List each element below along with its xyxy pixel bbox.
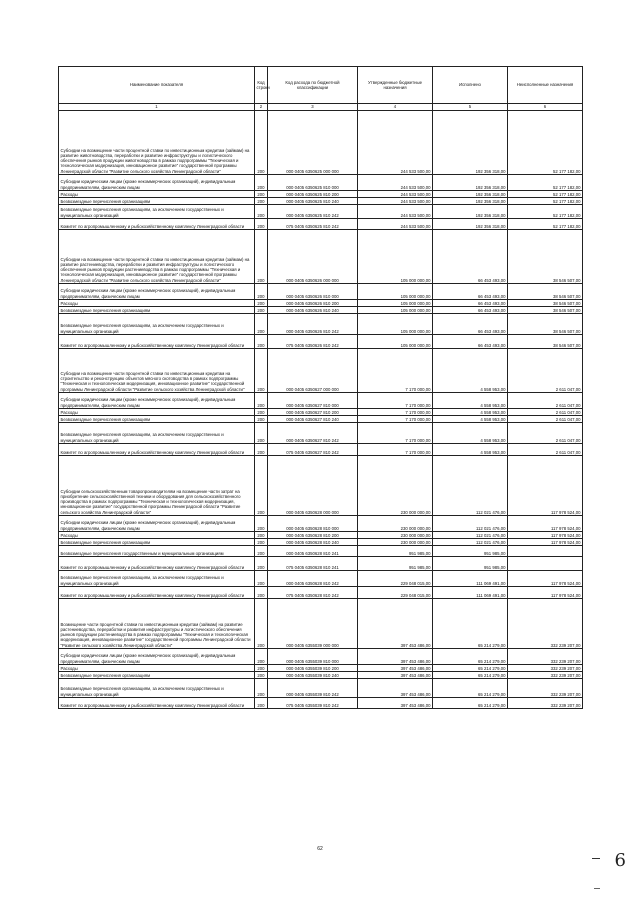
header-executed: Исполнено [433,67,508,104]
corner-sheet-mark: 6 [614,850,626,871]
margin-mark [594,888,600,889]
row-indicator-name: Комитет по агропромышленному и рыбохозяйственному комплексу Ленинградской области [59,557,255,571]
table-row [59,679,583,698]
row-unexecuted-amount: 117 978 524,00 [508,456,583,516]
row-indicator-name: Безвозмездные перечисления организациям, за исключением государственных и муниципальных организаций [59,314,255,335]
row-indicator-name: Комитет по агропромышленному и рыбохозяйственному комплексу Ленинградской области [59,587,255,599]
row-approved-amount: 951 985,00 [358,557,433,571]
row-unexecuted-amount: 117 978 524,00 [508,571,583,587]
row-indicator-name: Безвозмездные перечисления организациям, за исключением государственных и муниципальных организаций [59,571,255,587]
row-budget-code: 000 0405 6355039 000 000 [268,599,358,649]
row-line-code: 200 [255,444,268,456]
row-line-code: 200 [255,571,268,587]
row-executed-amount: 66 453 493,00 [433,284,508,300]
row-approved-amount: 244 533 500,00 [358,111,433,175]
row-indicator-name: Расходы [59,665,255,672]
row-approved-amount: 7 170 000,00 [358,444,433,456]
row-executed-amount: 66 453 493,00 [433,335,508,349]
row-unexecuted-amount: 38 546 507,00 [508,300,583,307]
row-budget-code: 075 0405 6350628 810 241 [268,557,358,571]
row-line-code: 200 [255,649,268,665]
row-indicator-name: Субсидии на возмещение части процентной ставки по инвестиционным кредитам (займам) на развитие растениеводства, переработки и развития инфраструктуры и логистического обеспечения рынков продукции растениеводства в рамках подпрограммы "Техническая и технологическая модернизация, инновационное развитие" государственной программы Ленинградской области "Развитие сельского хозяйства Ленинградской области" [59,230,255,284]
column-number: 1 [59,104,255,111]
row-unexecuted-amount: 2 611 047,00 [508,393,583,409]
row-approved-amount: 397 453 486,00 [358,649,433,665]
row-budget-code: 000 0405 6350626 810 000 [268,284,358,300]
row-indicator-name: Субсидии юридическим лицам (кроме некоммерческих организаций), индивидуальным предпринимателям, физическим лицам [59,516,255,532]
row-executed-amount: 4 558 953,00 [433,423,508,444]
row-budget-code: 000 0405 6350628 810 240 [268,539,358,546]
row-budget-code: 075 0405 6350625 810 242 [268,219,358,230]
row-budget-code: 000 0405 6355039 810 200 [268,665,358,672]
row-budget-code: 000 0405 6350628 810 241 [268,546,358,557]
row-budget-code: 000 0405 6355039 810 000 [268,649,358,665]
row-indicator-name: Субсидии на возмещение части процентной ставки по инвестиционным кредитам (займам) на развитие животноводства, переработки и развитие инфраструктуры и логистического обеспечения рынков продукции животноводства в рамках подпрограммы "Техническая и технологическая модернизация, инновационное развитие" государственной программы Ленинградской области "Развитие сельского хозяйства Ленинградской области" [59,111,255,175]
row-executed-amount: 4 558 953,00 [433,444,508,456]
row-executed-amount: 4 558 953,00 [433,416,508,423]
row-unexecuted-amount: 38 546 507,00 [508,335,583,349]
row-line-code: 200 [255,219,268,230]
column-number: 2 [255,104,268,111]
row-line-code: 200 [255,416,268,423]
row-line-code: 200 [255,557,268,571]
row-approved-amount: 397 453 486,00 [358,698,433,709]
row-unexecuted-amount: 2 611 047,00 [508,444,583,456]
row-line-code: 200 [255,409,268,416]
row-executed-amount: 111 069 491,00 [433,571,508,587]
row-approved-amount: 230 000 000,00 [358,539,433,546]
row-unexecuted-amount [508,557,583,571]
table-header-row [59,67,583,104]
table-row [59,456,583,516]
header-approved-appropriations: Утвержденные бюджетные назначения [358,67,433,104]
row-budget-code: 000 0405 6350628 810 000 [268,516,358,532]
column-number: 5 [433,104,508,111]
column-number: 3 [268,104,358,111]
row-budget-code: 075 0405 6355039 810 242 [268,698,358,709]
margin-mark [592,858,600,859]
row-executed-amount: 112 021 476,00 [433,539,508,546]
row-executed-amount: 192 356 318,00 [433,111,508,175]
row-executed-amount: 951 985,00 [433,546,508,557]
row-unexecuted-amount: 52 177 182,00 [508,205,583,219]
table-row [59,672,583,679]
table-row [59,546,583,557]
row-executed-amount: 66 453 493,00 [433,300,508,307]
table-row [59,284,583,300]
row-unexecuted-amount: 332 239 207,00 [508,649,583,665]
row-unexecuted-amount: 52 177 182,00 [508,111,583,175]
table-row [59,393,583,409]
row-line-code: 200 [255,532,268,539]
row-line-code: 200 [255,191,268,198]
table-row [59,300,583,307]
row-unexecuted-amount: 52 177 182,00 [508,191,583,198]
row-approved-amount: 7 170 000,00 [358,393,433,409]
row-line-code: 200 [255,539,268,546]
row-executed-amount: 4 558 953,00 [433,393,508,409]
table-row [59,532,583,539]
row-budget-code: 000 0405 6350626 810 240 [268,307,358,314]
row-indicator-name: Безвозмездные перечисления организациям [59,539,255,546]
page-number: 62 [317,846,323,852]
row-approved-amount: 244 533 500,00 [358,191,433,198]
report-sheet [58,66,582,709]
row-unexecuted-amount: 52 177 182,00 [508,219,583,230]
row-line-code: 200 [255,516,268,532]
row-line-code: 200 [255,672,268,679]
row-approved-amount: 397 453 486,00 [358,679,433,698]
table-row [59,205,583,219]
row-budget-code: 000 0405 6350625 810 242 [268,205,358,219]
row-approved-amount: 244 533 500,00 [358,175,433,191]
row-executed-amount: 65 214 279,00 [433,698,508,709]
row-line-code: 200 [255,284,268,300]
table-row [59,230,583,284]
row-unexecuted-amount [508,546,583,557]
row-line-code: 200 [255,546,268,557]
row-unexecuted-amount: 2 611 047,00 [508,416,583,423]
row-executed-amount: 112 021 476,00 [433,532,508,539]
row-budget-code: 000 0405 6350626 000 000 [268,230,358,284]
row-executed-amount: 4 558 953,00 [433,409,508,416]
row-unexecuted-amount: 38 546 507,00 [508,314,583,335]
header-line-code: Код строки [255,67,268,104]
row-indicator-name: Безвозмездные перечисления организациям [59,672,255,679]
row-unexecuted-amount: 52 177 182,00 [508,198,583,205]
table-row [59,587,583,599]
row-approved-amount: 230 000 000,00 [358,532,433,539]
row-executed-amount: 112 021 476,00 [433,456,508,516]
row-approved-amount: 397 453 486,00 [358,599,433,649]
row-indicator-name: Субсидии юридическим лицам (кроме некоммерческих организаций), индивидуальным предпринимателям, физическим лицам [59,175,255,191]
table-row [59,444,583,456]
table-row [59,198,583,205]
column-number: 6 [508,104,583,111]
row-indicator-name: Расходы [59,300,255,307]
row-line-code: 200 [255,679,268,698]
row-unexecuted-amount: 332 239 207,00 [508,665,583,672]
row-approved-amount: 951 985,00 [358,546,433,557]
row-approved-amount: 229 048 015,00 [358,571,433,587]
table-row [59,571,583,587]
row-approved-amount: 230 000 000,00 [358,456,433,516]
row-executed-amount: 192 356 318,00 [433,175,508,191]
table-row [59,539,583,546]
row-line-code: 200 [255,307,268,314]
row-unexecuted-amount: 332 239 207,00 [508,599,583,649]
row-budget-code: 000 0405 6350627 000 000 [268,349,358,393]
table-row [59,314,583,335]
row-executed-amount: 4 558 953,00 [433,349,508,393]
row-executed-amount: 65 214 279,00 [433,672,508,679]
row-approved-amount: 397 453 486,00 [358,672,433,679]
table-row [59,599,583,649]
header-budget-classification-code: Код расхода по бюджетной классификации [268,67,358,104]
table-row [59,191,583,198]
table-row [59,665,583,672]
row-approved-amount: 7 170 000,00 [358,349,433,393]
row-executed-amount: 192 356 318,00 [433,198,508,205]
row-budget-code: 000 0405 6350627 810 000 [268,393,358,409]
row-executed-amount: 66 453 493,00 [433,230,508,284]
row-approved-amount: 7 170 000,00 [358,409,433,416]
row-line-code: 200 [255,314,268,335]
row-executed-amount: 192 356 318,00 [433,205,508,219]
row-executed-amount: 112 021 476,00 [433,516,508,532]
row-executed-amount: 192 356 318,00 [433,191,508,198]
row-line-code: 200 [255,456,268,516]
row-line-code: 200 [255,111,268,175]
row-unexecuted-amount: 2 611 047,00 [508,423,583,444]
row-line-code: 200 [255,698,268,709]
row-indicator-name: Субсидии сельскохозяйственным товаропроизводителям на возмещение части затрат на приобретение сельскохозяйственной техники и оборудования для сельскохозяйственного производства в рамках подпрограммы "Техническая и технологическая модернизация, инновационное развитие" государственной программы Ленинградской области "Развитие сельского хозяйства Ленинградской области" [59,456,255,516]
row-indicator-name: Субсидии юридическим лицам (кроме некоммерческих организаций), индивидуальным предпринимателям, физическим лицам [59,284,255,300]
row-indicator-name: Безвозмездные перечисления организациям [59,198,255,205]
row-approved-amount: 244 533 500,00 [358,198,433,205]
row-approved-amount: 105 000 000,00 [358,230,433,284]
row-unexecuted-amount: 117 978 524,00 [508,539,583,546]
row-unexecuted-amount: 52 177 182,00 [508,175,583,191]
row-budget-code: 075 0405 6350626 810 242 [268,335,358,349]
row-budget-code: 000 0405 6350628 810 200 [268,532,358,539]
column-number: 4 [358,104,433,111]
row-unexecuted-amount: 117 978 524,00 [508,516,583,532]
row-indicator-name: Безвозмездные перечисления организациям, за исключением государственных и муниципальных организаций [59,679,255,698]
row-budget-code: 075 0405 6350628 810 242 [268,587,358,599]
row-line-code: 200 [255,335,268,349]
row-line-code: 200 [255,599,268,649]
row-indicator-name: Субсидии юридическим лицам (кроме некоммерческих организаций), индивидуальным предпринимателям, физическим лицам [59,649,255,665]
row-indicator-name: Комитет по агропромышленному и рыбохозяйственному комплексу Ленинградской области [59,335,255,349]
row-line-code: 200 [255,665,268,672]
table-row [59,649,583,665]
row-executed-amount: 192 356 318,00 [433,219,508,230]
row-executed-amount: 65 214 279,00 [433,649,508,665]
row-budget-code: 000 0405 6350625 000 000 [268,111,358,175]
row-unexecuted-amount: 117 978 524,00 [508,532,583,539]
table-row [59,557,583,571]
table-row [59,219,583,230]
row-line-code: 200 [255,230,268,284]
row-unexecuted-amount: 38 546 507,00 [508,284,583,300]
row-budget-code: 000 0405 6350625 810 240 [268,198,358,205]
row-executed-amount: 66 453 493,00 [433,314,508,335]
row-budget-code: 000 0405 6350626 810 200 [268,300,358,307]
row-executed-amount: 65 214 279,00 [433,665,508,672]
row-approved-amount: 7 170 000,00 [358,423,433,444]
row-indicator-name: Комитет по агропромышленному и рыбохозяйственному комплексу Ленинградской области [59,698,255,709]
row-unexecuted-amount: 332 239 207,00 [508,679,583,698]
row-budget-code: 075 0405 6350627 810 242 [268,444,358,456]
row-line-code: 200 [255,423,268,444]
row-indicator-name: Безвозмездные перечисления организациям, за исключением государственных и муниципальных организаций [59,423,255,444]
row-approved-amount: 105 000 000,00 [358,307,433,314]
row-executed-amount: 65 214 279,00 [433,599,508,649]
row-line-code: 200 [255,349,268,393]
row-executed-amount: 111 069 491,00 [433,587,508,599]
row-indicator-name: Субсидии на возмещение части процентной ставки по инвестиционным кредитам на строительство и реконструкцию объектов мясного скотоводства в рамках подпрограммы "Техническая и технологическая модернизация, инновационное развитие" государственной программы Ленинградской области "Развитие сельского хозяйства Ленинградской области" [59,349,255,393]
row-indicator-name: Возмещение части процентной ставки по инвестиционным кредитам (займам) на развитие растениеводства, переработки и развития инфраструктуры и логистического обеспечения рынков продукции растениеводства в рамках подпрограммы "Техническая и технологическая модернизация, инновационное развитие" государственной программы Ленинградской области "Развитие сельского хозяйства Ленинградской области" [59,599,255,649]
header-unexecuted-appropriations: Неисполненные назначения [508,67,583,104]
row-approved-amount: 105 000 000,00 [358,314,433,335]
row-unexecuted-amount: 2 611 047,00 [508,349,583,393]
row-executed-amount: 66 453 493,00 [433,307,508,314]
row-budget-code: 000 0405 6350625 810 200 [268,191,358,198]
row-unexecuted-amount: 332 239 207,00 [508,698,583,709]
table-row [59,307,583,314]
row-indicator-name: Безвозмездные перечисления организациям, за исключением государственных и муниципальных организаций [59,205,255,219]
row-executed-amount: 951 985,00 [433,557,508,571]
row-indicator-name: Безвозмездные перечисления государственным и муниципальным организациям [59,546,255,557]
budget-execution-table [58,66,583,709]
row-budget-code: 000 0405 6350627 810 242 [268,423,358,444]
row-approved-amount: 244 533 500,00 [358,205,433,219]
row-line-code: 200 [255,175,268,191]
row-indicator-name: Безвозмездные перечисления организациям [59,307,255,314]
table-row [59,349,583,393]
row-budget-code: 000 0405 6355039 810 240 [268,672,358,679]
table-row [59,409,583,416]
row-unexecuted-amount: 332 239 207,00 [508,672,583,679]
row-line-code: 200 [255,587,268,599]
row-line-code: 200 [255,205,268,219]
row-budget-code: 000 0405 6350627 810 240 [268,416,358,423]
row-approved-amount: 7 170 000,00 [358,416,433,423]
row-approved-amount: 244 533 500,00 [358,219,433,230]
row-indicator-name: Комитет по агропромышленному и рыбохозяйственному комплексу Ленинградской области [59,444,255,456]
row-indicator-name: Безвозмездные перечисления организациям [59,416,255,423]
row-budget-code: 000 0405 6350627 810 200 [268,409,358,416]
table-row [59,175,583,191]
row-approved-amount: 229 048 015,00 [358,587,433,599]
row-unexecuted-amount: 117 978 524,00 [508,587,583,599]
table-row [59,416,583,423]
row-approved-amount: 105 000 000,00 [358,335,433,349]
row-indicator-name: Комитет по агропромышленному и рыбохозяйственному комплексу Ленинградской области [59,219,255,230]
row-unexecuted-amount: 38 546 507,00 [508,230,583,284]
row-approved-amount: 397 453 486,00 [358,665,433,672]
row-budget-code: 000 0405 6350628 810 242 [268,571,358,587]
row-indicator-name: Расходы [59,191,255,198]
row-budget-code: 000 0405 6350628 000 000 [268,456,358,516]
table-row [59,423,583,444]
row-executed-amount: 65 214 279,00 [433,679,508,698]
row-unexecuted-amount: 2 611 047,00 [508,409,583,416]
table-row [59,111,583,175]
row-line-code: 200 [255,300,268,307]
row-indicator-name: Расходы [59,409,255,416]
table-row [59,335,583,349]
table-row [59,516,583,532]
row-line-code: 200 [255,393,268,409]
header-indicator-name: Наименование показателя [59,67,255,104]
row-line-code: 200 [255,198,268,205]
row-indicator-name: Расходы [59,532,255,539]
row-indicator-name: Субсидии юридическим лицам (кроме некоммерческих организаций), индивидуальным предпринимателям, физическим лицам [59,393,255,409]
column-number-row [59,104,583,111]
row-unexecuted-amount: 38 546 507,00 [508,307,583,314]
row-budget-code: 000 0405 6355039 810 242 [268,679,358,698]
row-budget-code: 000 0405 6350625 810 000 [268,175,358,191]
row-budget-code: 000 0405 6350626 810 242 [268,314,358,335]
row-approved-amount: 105 000 000,00 [358,300,433,307]
table-row [59,698,583,709]
row-approved-amount: 105 000 000,00 [358,284,433,300]
row-approved-amount: 230 000 000,00 [358,516,433,532]
